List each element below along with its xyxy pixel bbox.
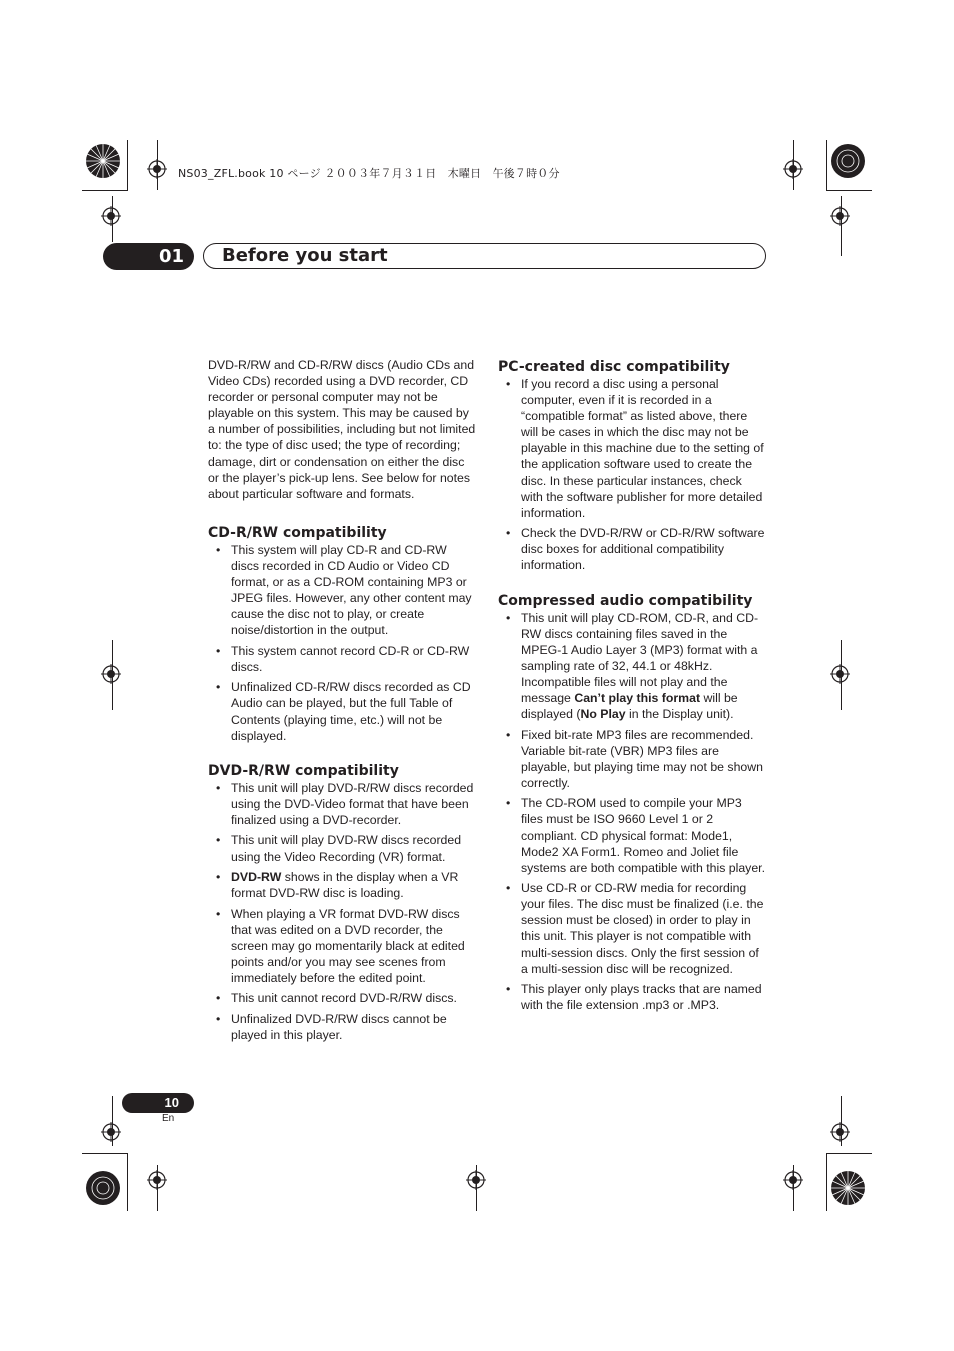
list-item: • When playing a VR format DVD-RW discs that was edited on a DVD recorder, the screen may go momentarily black at edited points and/or you may see scenes from immediately before the edited point. [216,906,465,985]
registration-mark-icon [147,159,167,179]
right-column [498,358,766,1018]
file-slug-line: NS03_ZFL.book 10 ページ ２００３年７月３１日 木曜日 午後７時０分 [178,167,560,180]
chapter-title: Before you start [222,245,388,266]
registration-mark-icon [147,1170,167,1190]
list-item: • If you record a disc using a personal computer, even if it is recorded in a “compatible format” as listed above, there will be cases in which the disc may not be playable in this machine due to the setting of the application software used to create the disc. In these particular instances, check with the software publisher for more detailed information. [506,377,764,520]
registration-mark-icon [466,1170,486,1190]
list-item: • Use CD-R or CD-RW media for recording your files. The disc must be finalized (i.e. the session must be closed) in order to play in this unit. This player is not compatible with multi-session discs. Only the first session of a multi-session disc will be recognized. [506,881,764,976]
starburst-target-icon [85,143,121,179]
registration-mark-icon [830,664,850,684]
pc-heading: PC-created disc compatibility [498,359,730,375]
left-column [208,357,476,1048]
registration-mark-icon [783,1170,803,1190]
registration-mark-icon [830,1122,850,1142]
registration-mark-icon [101,664,121,684]
list-item: • Unfinalized CD-R/RW discs recorded as CD Audio can be played, but the full Table of Contents (playing time, etc.) will not be displayed. [216,680,471,743]
list-item: • This unit will play DVD-R/RW discs recorded using the DVD-Video format that have been finalized using a DVD-recorder. [216,780,474,827]
list-item: • This unit will play CD-ROM, CD-R, and CD-RW discs containing files saved in the MPEG-1 Audio Layer 3 (MP3) format with a sampling rate of 32, 44.1 or 48kHz. Incompatible files will not play and the message Can’t play this format will be displayed (No Play in the Display unit). [506,610,759,722]
starburst-target-icon [830,1170,866,1206]
dvdrw-heading: DVD-R/RW compatibility [208,762,399,779]
dvdrw-list [208,780,476,1043]
registration-mark-icon [101,1122,121,1142]
starburst-target-icon [85,1170,121,1206]
list-item: • This unit will play DVD-RW discs recorded using the Video Recording (VR) format. [216,833,462,864]
list-item: • This unit cannot record DVD-R/RW discs. [216,991,457,1006]
cdrw-heading: CD-R/RW compatibility [208,524,387,541]
audio-list [498,610,766,1014]
cdrw-list [208,542,476,744]
list-item: • DVD-RW shows in the display when a VR format DVD-RW disc is loading. [216,870,459,901]
list-item: • This player only plays tracks that are named with the file extension .mp3 or .MP3. [506,982,762,1013]
chapter-number-badge: 01 [103,243,194,270]
audio-heading: Compressed audio compatibility [498,592,753,609]
pc-list [498,376,766,574]
registration-mark-icon [101,206,121,226]
intro-paragraph: DVD-R/RW and CD-R/RW discs (Audio CDs and Video CDs) recorded using a DVD recorder, CD recorder or personal computer may not be playable on this system. This may be caused by a number of possibilities, including but not limited to: the type of disc used; the type of recording; damage, dirt or condensation on either the disc or the player’s pick-up lens. See below for notes about particular software and formats. [208,358,476,501]
list-item: • The CD-ROM used to compile your MP3 files must be ISO 9660 Level 1 or 2 compliant. CD physical format: Mode1, Mode2 XA Form1. Romeo and Joliet file systems are both compatible with this player. [506,796,765,875]
list-item: • Check the DVD-R/RW or CD-R/RW software disc boxes for additional compatibility information. [506,526,765,573]
registration-mark-icon [830,206,850,226]
registration-mark-icon [783,159,803,179]
list-item: • This system cannot record CD-R or CD-RW discs. [216,643,470,674]
list-item: • Fixed bit-rate MP3 files are recommended. Variable bit-rate (VBR) MP3 files are playable, but playing time may not be shown correctly. [506,727,763,790]
page-number-badge: 10 [122,1093,194,1113]
language-code: En [162,1113,175,1124]
list-item: • Unfinalized DVD-R/RW discs cannot be played in this player. [216,1011,447,1043]
starburst-target-icon [830,143,866,179]
list-item: • This system will play CD-R and CD-RW discs recorded in CD Audio or Video CD format, or as a CD-ROM containing MP3 or JPEG files. However, any other content may cause the disc not to play, or create noise/distortion in the output. [216,542,472,638]
